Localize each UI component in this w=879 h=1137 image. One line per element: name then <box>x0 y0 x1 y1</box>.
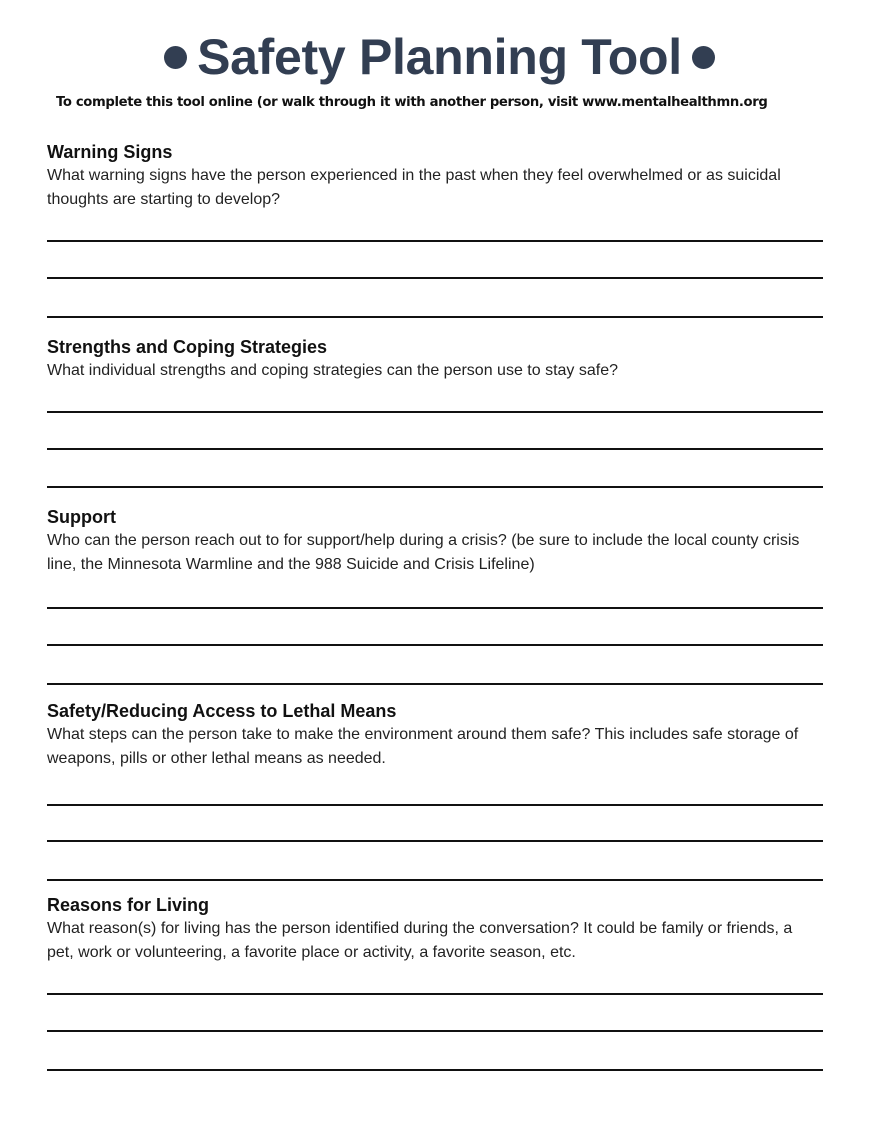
section-title: Reasons for Living <box>47 895 210 915</box>
answer-line[interactable] <box>47 1069 823 1071</box>
answer-line[interactable] <box>47 840 823 842</box>
answer-line[interactable] <box>47 448 823 450</box>
answer-line[interactable] <box>47 644 823 646</box>
answer-line[interactable] <box>47 804 823 806</box>
section-reasons-for-living <box>47 894 823 965</box>
answer-line[interactable] <box>47 486 823 488</box>
section-warning-signs <box>47 141 823 212</box>
section-title: Support <box>47 507 116 527</box>
section-title: Warning Signs <box>47 142 173 162</box>
page-subtitle: To complete this tool online (or walk through it with another person, visit www.mentalhealthmn.org <box>56 95 768 110</box>
page-header <box>0 24 879 90</box>
answer-line[interactable] <box>47 1030 823 1032</box>
section-title: Safety/Reducing Access to Lethal Means <box>47 701 397 721</box>
answer-line[interactable] <box>47 316 823 318</box>
bullet-icon <box>692 46 715 69</box>
section-description: What reason(s) for living has the person identified during the conversation? It could be family or friends, a pet, work or volunteering, a favorite place or activity, a favorite season, etc. <box>47 920 793 961</box>
section-strengths-coping <box>47 336 823 383</box>
section-description: What warning signs have the person experienced in the past when they feel overwhelmed or as suicidal thoughts are starting to develop? <box>47 167 781 208</box>
answer-line[interactable] <box>47 240 823 242</box>
answer-line[interactable] <box>47 683 823 685</box>
answer-line[interactable] <box>47 607 823 609</box>
section-lethal-means <box>47 700 823 771</box>
answer-line[interactable] <box>47 411 823 413</box>
answer-line[interactable] <box>47 993 823 995</box>
section-description: Who can the person reach out to for support/help during a crisis? (be sure to include the local county crisis line, the Minnesota Warmline and the 988 Suicide and Crisis Lifeline) <box>47 532 800 573</box>
answer-line[interactable] <box>47 277 823 279</box>
section-description: What steps can the person take to make the environment around them safe? This includes safe storage of weapons, pills or other lethal means as needed. <box>47 726 799 767</box>
answer-line[interactable] <box>47 879 823 881</box>
page-title: Safety Planning Tool <box>197 29 682 85</box>
section-support <box>47 506 823 577</box>
section-title: Strengths and Coping Strategies <box>47 337 328 357</box>
section-description: What individual strengths and coping strategies can the person use to stay safe? <box>47 362 619 379</box>
bullet-icon <box>164 46 187 69</box>
